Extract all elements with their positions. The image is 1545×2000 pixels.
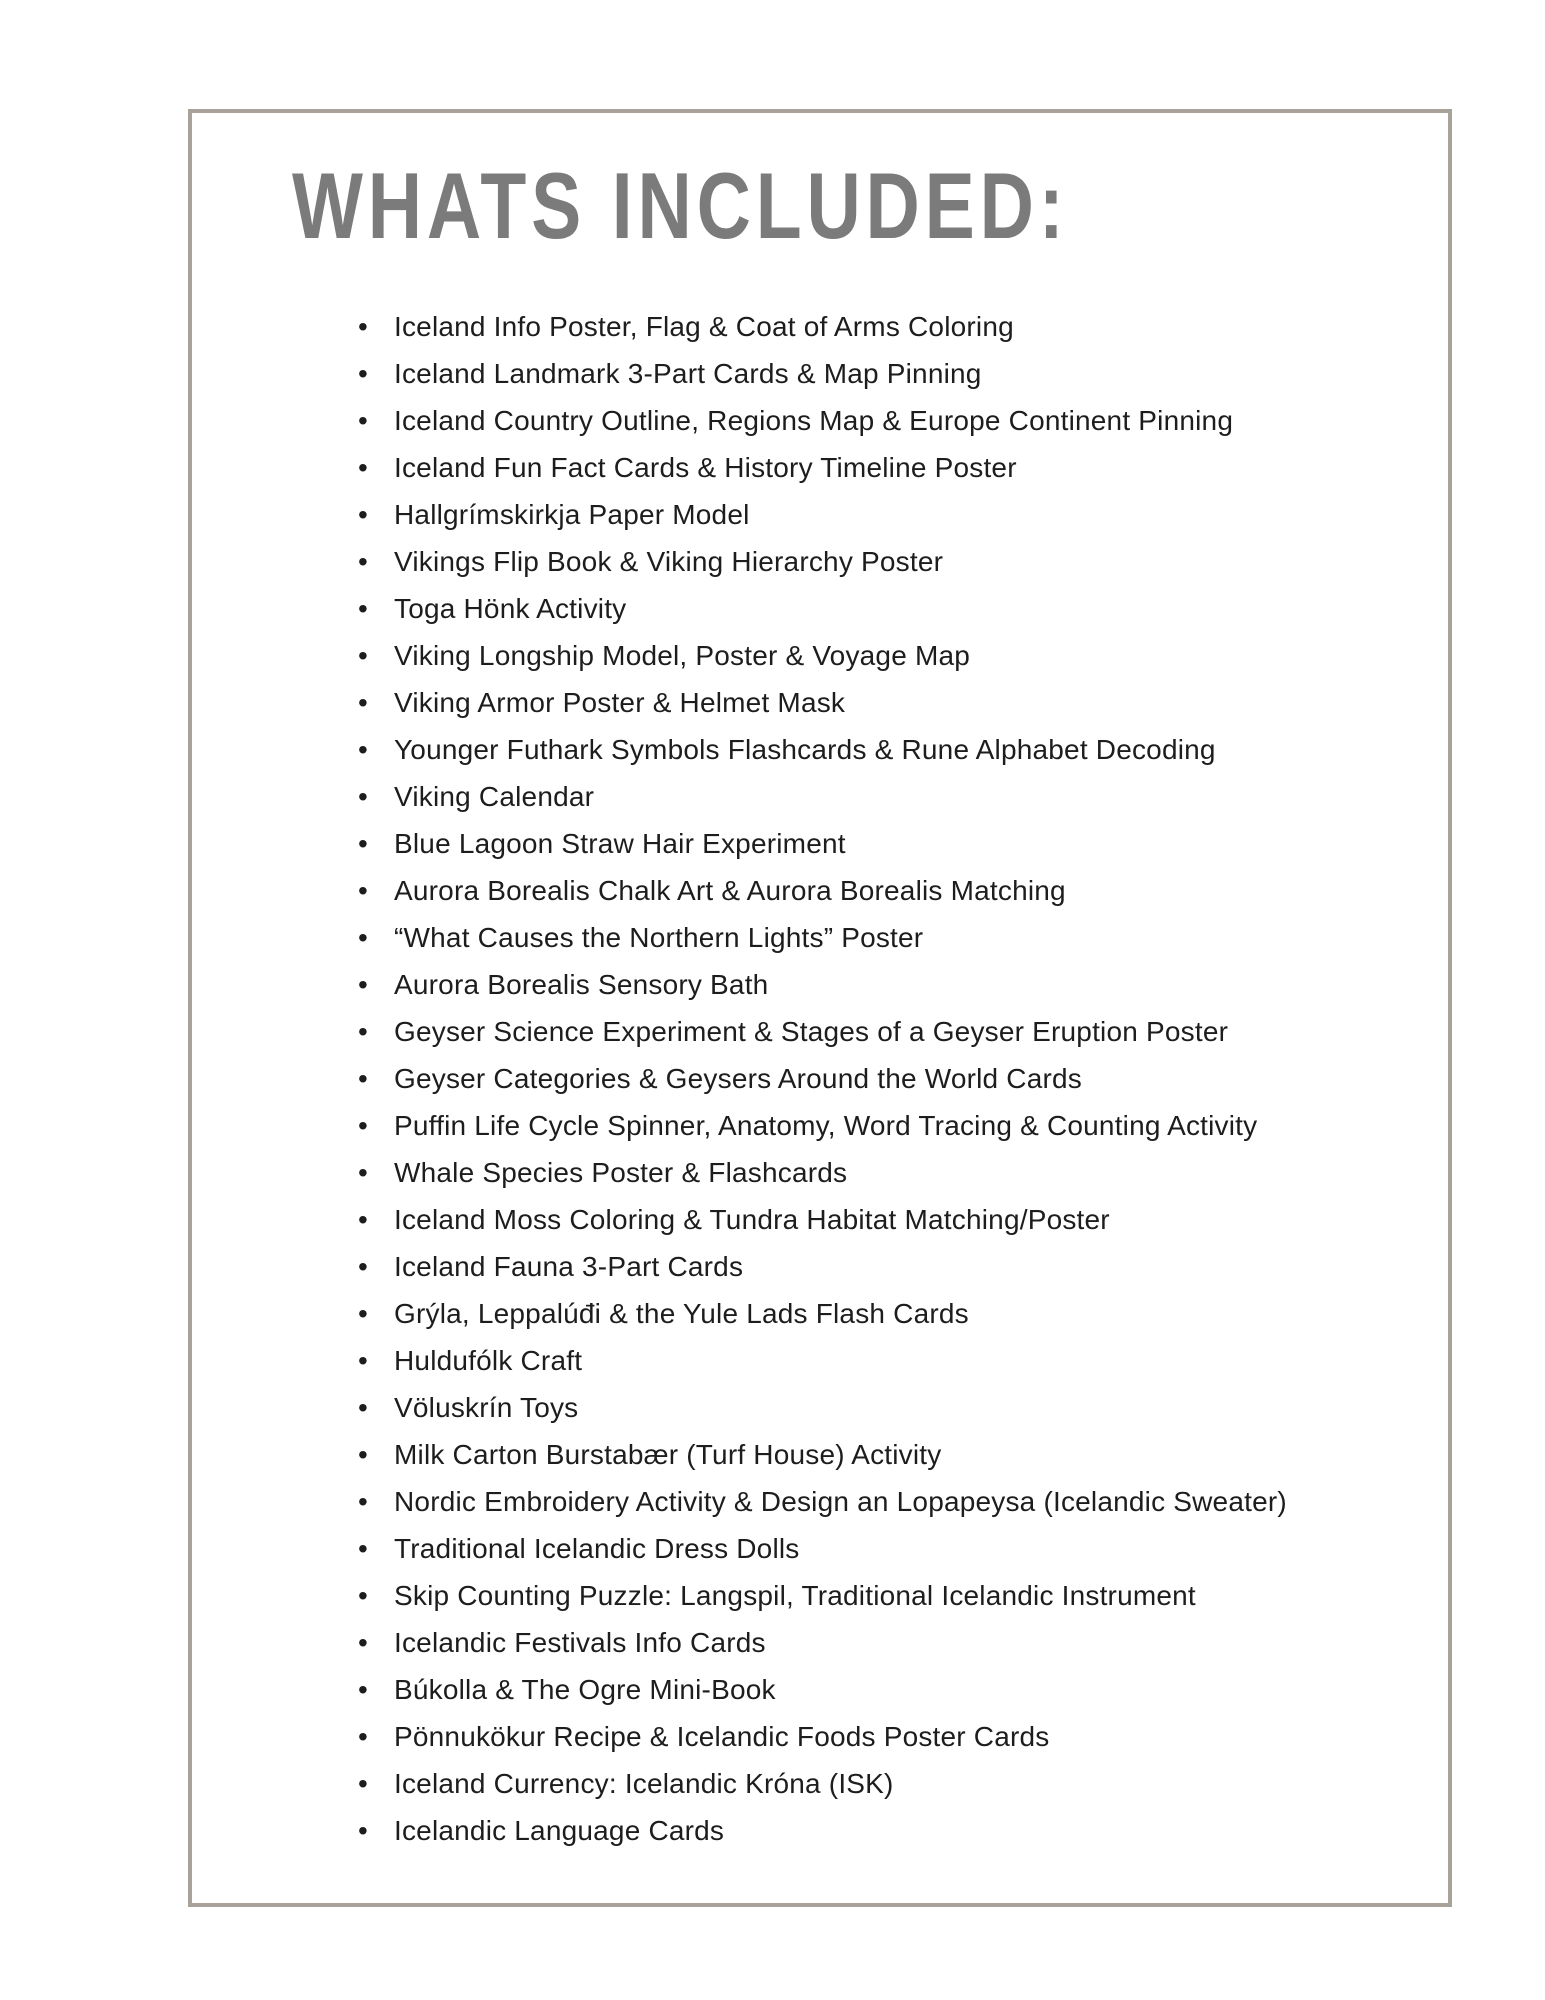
bullet-icon: •: [358, 874, 369, 906]
list-item: [358, 1290, 1287, 1337]
bullet-icon: •: [358, 1344, 369, 1376]
bullet-icon: •: [358, 1109, 369, 1141]
list-item: [358, 538, 1287, 585]
list-item-text: Toga Hönk Activity: [394, 592, 627, 624]
list-item: [358, 961, 1287, 1008]
list-item: [358, 726, 1287, 773]
list-item-text: Whale Species Poster & Flashcards: [394, 1156, 848, 1188]
list-item-text: Vikings Flip Book & Viking Hierarchy Poster: [394, 545, 944, 577]
list-item: [358, 1760, 1287, 1807]
list-item: [358, 1572, 1287, 1619]
list-item-text: Nordic Embroidery Activity & Design an Lopapeysa (Icelandic Sweater): [394, 1485, 1287, 1517]
bullet-icon: •: [358, 1250, 369, 1282]
list-item-text: Icelandic Festivals Info Cards: [394, 1626, 766, 1658]
list-item: [358, 1196, 1287, 1243]
list-item: [358, 914, 1287, 961]
list-item: [358, 1807, 1287, 1854]
list-item-text: Huldufólk Craft: [394, 1344, 583, 1376]
list-item: [358, 1384, 1287, 1431]
list-item: [358, 1619, 1287, 1666]
bullet-icon: •: [358, 545, 369, 577]
list-item: [358, 1666, 1287, 1713]
list-item-text: Búkolla & The Ogre Mini-Book: [394, 1673, 776, 1705]
list-item: [358, 1478, 1287, 1525]
list-item-text: Viking Armor Poster & Helmet Mask: [394, 686, 846, 718]
list-item: [358, 303, 1287, 350]
list-item: [358, 444, 1287, 491]
list-item-text: Traditional Icelandic Dress Dolls: [394, 1532, 800, 1564]
list-item: [358, 679, 1287, 726]
list-item-text: Geyser Science Experiment & Stages of a Geyser Eruption Poster: [394, 1015, 1229, 1047]
bullet-icon: •: [358, 310, 369, 342]
page-card: [188, 109, 1452, 1907]
list-item: [358, 1431, 1287, 1478]
list-item-text: Viking Calendar: [394, 780, 595, 812]
list-item: [358, 491, 1287, 538]
list-item-text: Hallgrímskirkja Paper Model: [394, 498, 750, 530]
list-item-text: Iceland Landmark 3-Part Cards & Map Pinning: [394, 357, 982, 389]
list-item-text: Aurora Borealis Chalk Art & Aurora Borealis Matching: [394, 874, 1066, 906]
bullet-icon: •: [358, 1156, 369, 1188]
bullet-icon: •: [358, 1673, 369, 1705]
list-item-text: Younger Futhark Symbols Flashcards & Rune Alphabet Decoding: [394, 733, 1216, 765]
bullet-icon: •: [358, 1485, 369, 1517]
list-item-text: Grýla, Leppalúđi & the Yule Lads Flash Cards: [394, 1297, 969, 1329]
bullet-icon: •: [358, 1391, 369, 1423]
list-item: [358, 1713, 1287, 1760]
list-item: [358, 1008, 1287, 1055]
list-item-text: Völuskrín Toys: [394, 1391, 579, 1423]
bullet-icon: •: [358, 639, 369, 671]
list-item: [358, 350, 1287, 397]
list-item-text: Skip Counting Puzzle: Langspil, Traditional Icelandic Instrument: [394, 1579, 1196, 1611]
list-item-text: Puffin Life Cycle Spinner, Anatomy, Word Tracing & Counting Activity: [394, 1109, 1258, 1141]
list-item: [358, 1337, 1287, 1384]
bullet-icon: •: [358, 733, 369, 765]
list-item-text: Milk Carton Burstabær (Turf House) Activity: [394, 1438, 942, 1470]
bullet-icon: •: [358, 1626, 369, 1658]
bullet-icon: •: [358, 686, 369, 718]
list-item-text: Iceland Info Poster, Flag & Coat of Arms Coloring: [394, 310, 1014, 342]
list-item-text: Iceland Country Outline, Regions Map & Europe Continent Pinning: [394, 404, 1234, 436]
bullet-icon: •: [358, 1297, 369, 1329]
bullet-icon: •: [358, 592, 369, 624]
bullet-icon: •: [358, 827, 369, 859]
list-item: [358, 397, 1287, 444]
bullet-icon: •: [358, 404, 369, 436]
list-item-text: Iceland Fun Fact Cards & History Timeline Poster: [394, 451, 1017, 483]
list-item: [358, 1055, 1287, 1102]
list-item: [358, 1149, 1287, 1196]
list-item: [358, 1102, 1287, 1149]
bullet-icon: •: [358, 357, 369, 389]
list-item: [358, 1525, 1287, 1572]
list-item: [358, 820, 1287, 867]
list-item-text: Icelandic Language Cards: [394, 1814, 725, 1846]
bullet-icon: •: [358, 1438, 369, 1470]
bullet-icon: •: [358, 921, 369, 953]
list-item-text: Blue Lagoon Straw Hair Experiment: [394, 827, 846, 859]
bullet-icon: •: [358, 780, 369, 812]
list-item-text: Iceland Fauna 3-Part Cards: [394, 1250, 744, 1282]
bullet-icon: •: [358, 1814, 369, 1846]
list-item-text: Geyser Categories & Geysers Around the World Cards: [394, 1062, 1083, 1094]
bullet-icon: •: [358, 1579, 369, 1611]
list-item: [358, 773, 1287, 820]
included-list: [358, 303, 1287, 1854]
bullet-icon: •: [358, 1720, 369, 1752]
bullet-icon: •: [358, 1062, 369, 1094]
bullet-icon: •: [358, 1767, 369, 1799]
list-item: [358, 632, 1287, 679]
page-title: WHATS INCLUDED:: [292, 153, 1069, 258]
bullet-icon: •: [358, 968, 369, 1000]
bullet-icon: •: [358, 1532, 369, 1564]
list-item: [358, 867, 1287, 914]
list-item-text: Iceland Moss Coloring & Tundra Habitat Matching/Poster: [394, 1203, 1110, 1235]
bullet-icon: •: [358, 451, 369, 483]
list-item-text: Iceland Currency: Icelandic Króna (ISK): [394, 1767, 894, 1799]
bullet-icon: •: [358, 498, 369, 530]
bullet-icon: •: [358, 1015, 369, 1047]
list-item: [358, 1243, 1287, 1290]
list-item: [358, 585, 1287, 632]
list-item-text: Pönnukökur Recipe & Icelandic Foods Poster Cards: [394, 1720, 1050, 1752]
list-item-text: Aurora Borealis Sensory Bath: [394, 968, 769, 1000]
list-item-text: Viking Longship Model, Poster & Voyage Map: [394, 639, 971, 671]
bullet-icon: •: [358, 1203, 369, 1235]
list-item-text: “What Causes the Northern Lights” Poster: [394, 921, 924, 953]
